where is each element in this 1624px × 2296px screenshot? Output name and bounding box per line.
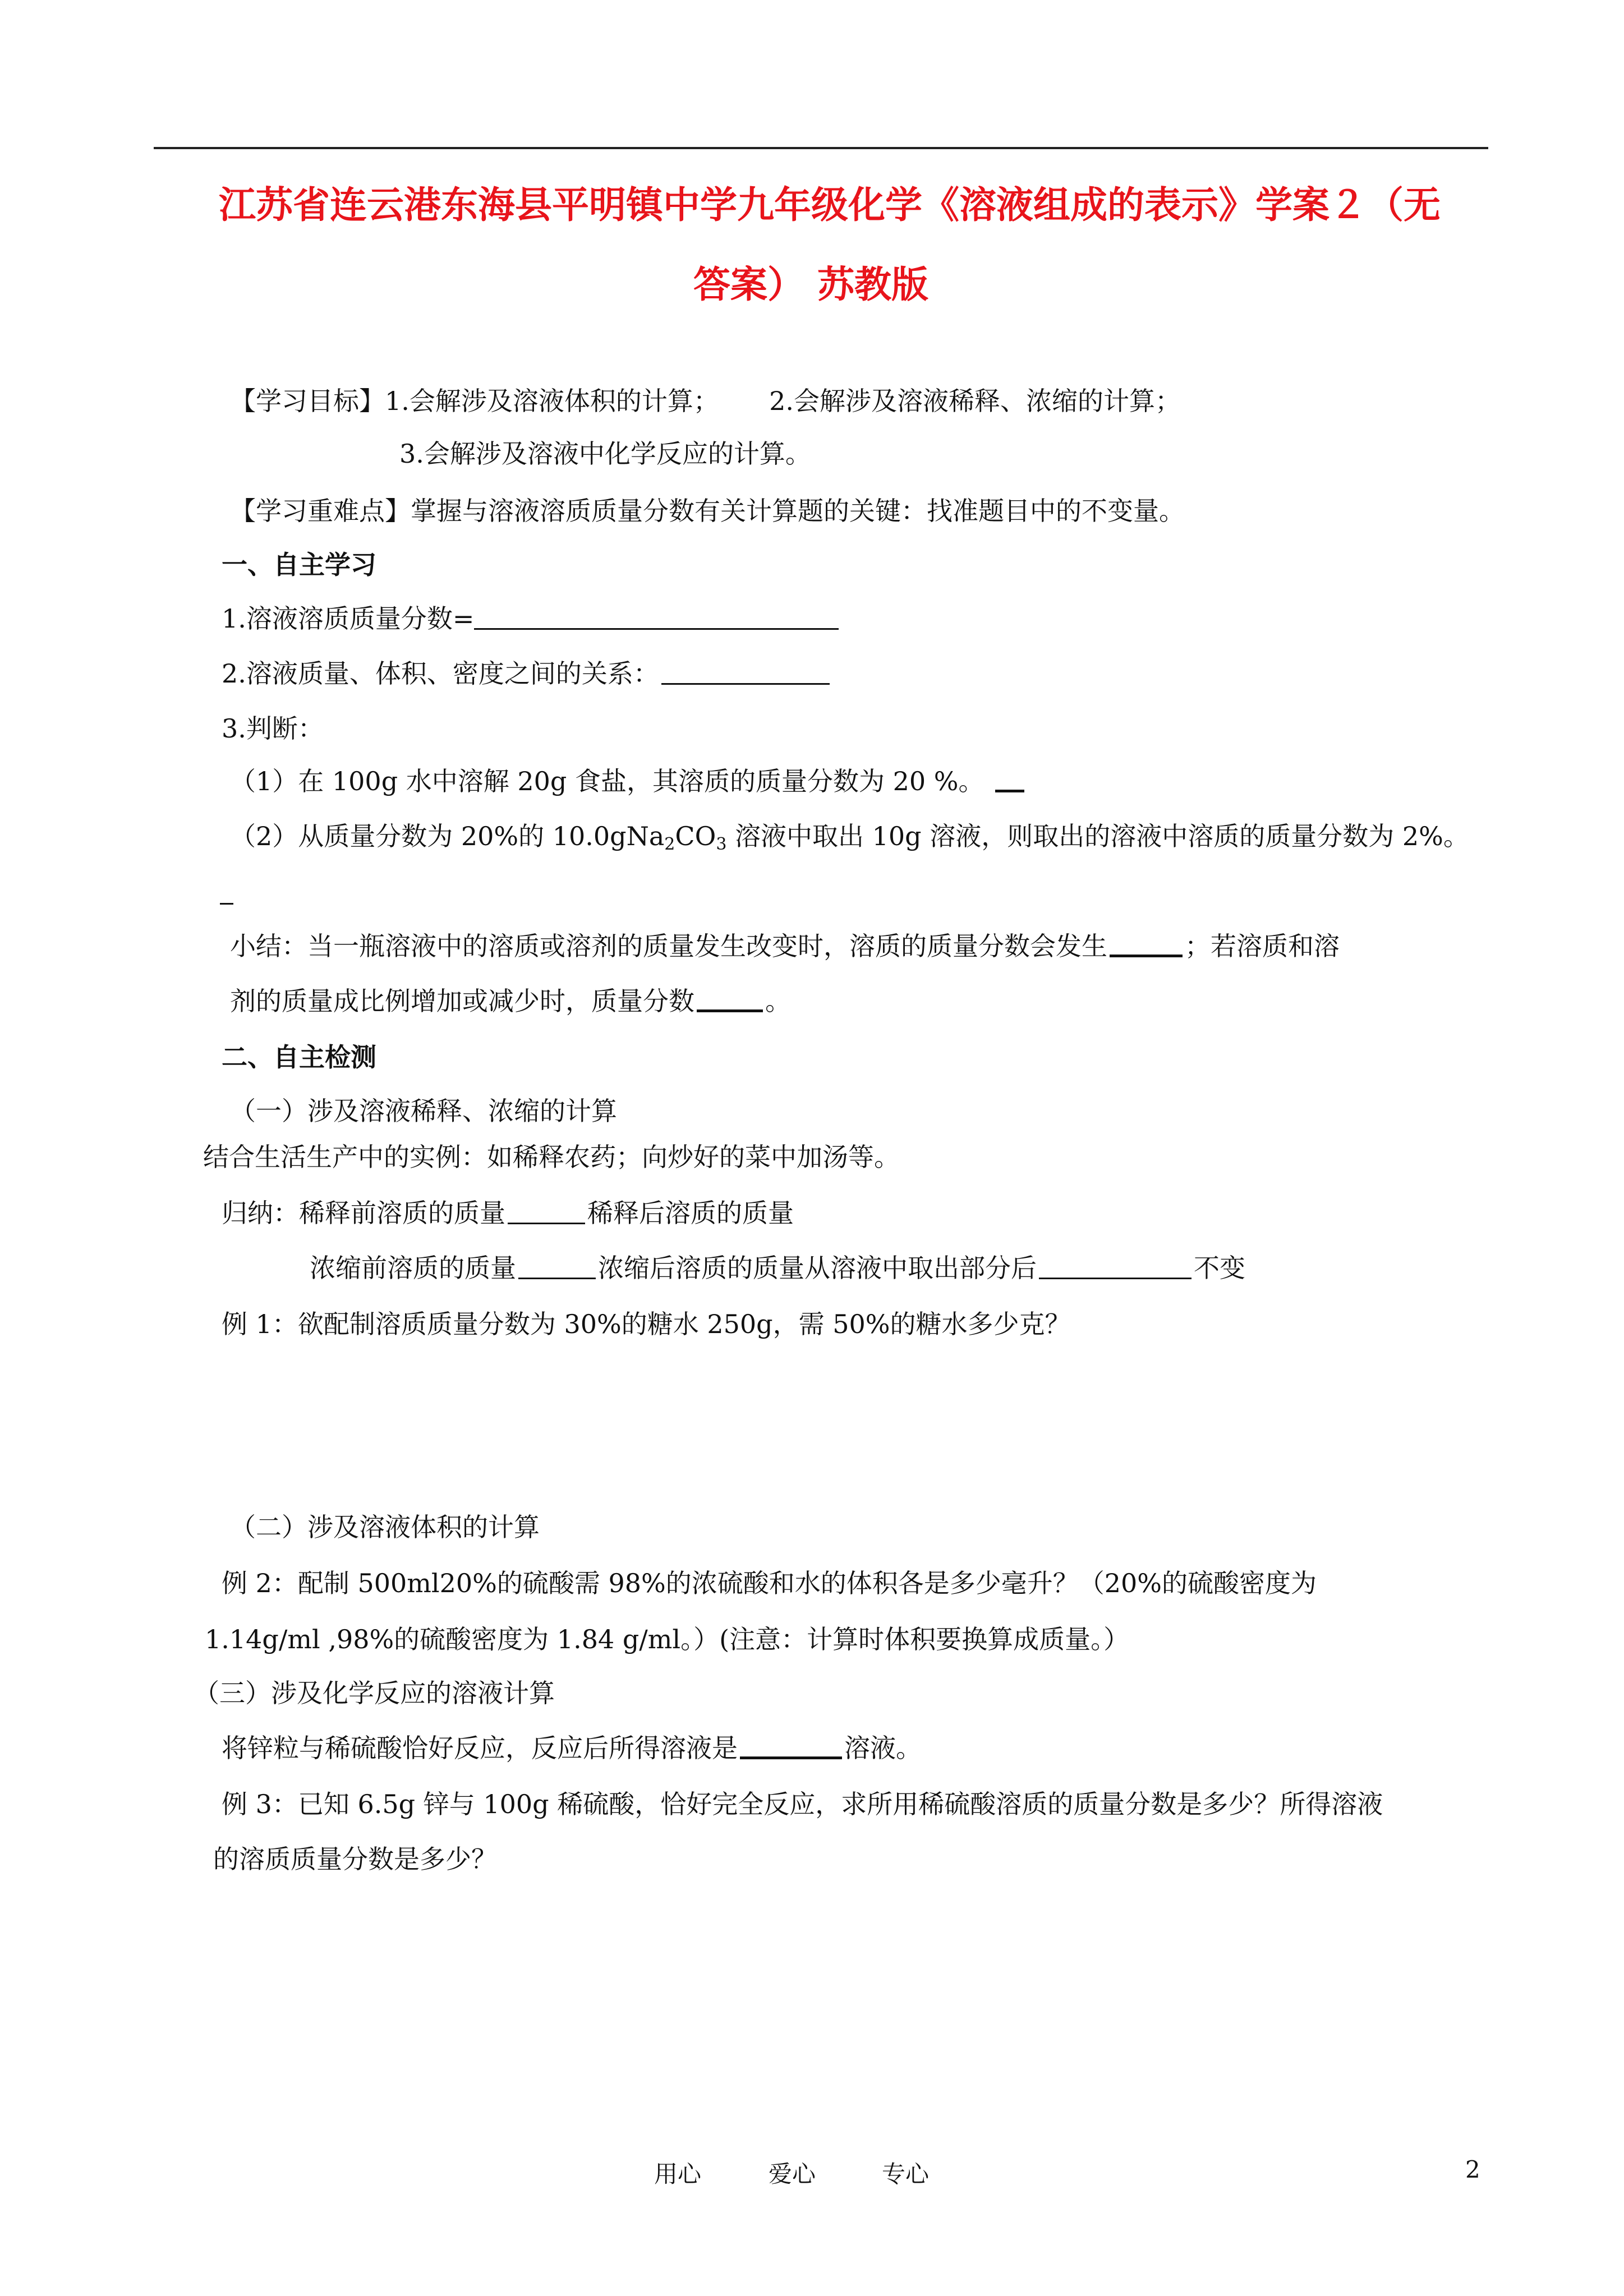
judgment-1-text: （1）在 100g 水中溶解 20g 食盐，其溶质的质量分数为 20 %。 <box>230 766 984 796</box>
objectives-label: 【学习目标】 <box>230 386 385 416</box>
summary-text-b: ；若溶质和溶 <box>1185 931 1340 961</box>
subscript: 2 <box>664 835 675 854</box>
question-1-text: 1.溶液溶质质量分数= <box>222 603 475 634</box>
example-3-line2: 的溶质质量分数是多少？ <box>213 1844 497 1874</box>
example-1: 例 1：欲配制溶质质量分数为 30%的糖水 250g，需 50%的糖水多少克？ <box>222 1309 1071 1339</box>
concentration-text-a: 浓缩前溶质的质量 <box>310 1253 516 1283</box>
summary-text-c: 剂的质量成比例增加或减少时，质量分数 <box>230 986 694 1016</box>
judgment-2-text-c: 溶液中取出 10g 溶液，则取出的溶液中溶质的质量分数为 2%。 <box>726 821 1469 851</box>
judgment-2-text-b: CO <box>675 821 716 851</box>
subscript: 3 <box>716 835 727 854</box>
document-title-line2: 答案） 苏教版 <box>693 262 928 306</box>
examples-line: 结合生活生产中的实例：如稀释农药；向炒好的菜中加汤等。 <box>203 1142 900 1172</box>
subsection-2: （二）涉及溶液体积的计算 <box>230 1512 540 1542</box>
answer-blank[interactable] <box>1110 954 1183 957</box>
zinc-text-a: 将锌粒与稀硫酸恰好反应，反应后所得溶液是 <box>222 1733 738 1763</box>
section2-heading: 二、自主检测 <box>222 1042 376 1072</box>
answer-blank[interactable] <box>474 628 839 630</box>
concentration-line <box>310 1255 1245 1281</box>
judgment-2-text-a: （2）从质量分数为 20%的 10.0gNa <box>230 821 665 851</box>
concentration-text-c: 不变 <box>1194 1253 1245 1283</box>
document-title-line1: 江苏省连云港东海县平明镇中学九年级化学《溶液组成的表示》学案２（无 <box>219 183 1441 227</box>
summary-line1 <box>230 933 1340 959</box>
footer-word-2: 爱心 <box>769 2160 816 2188</box>
summary-text-a: 小结：当一瓶溶液中的溶质或溶剂的质量发生改变时，溶质的质量分数会发生 <box>230 931 1107 961</box>
question-3: 3.判断： <box>222 713 324 744</box>
induction-line <box>222 1200 794 1226</box>
answer-blank[interactable] <box>1039 1277 1191 1279</box>
answer-blank[interactable] <box>697 1009 763 1012</box>
induction-text-a: 归纳：稀释前溶质的质量 <box>222 1198 505 1228</box>
example-2-line1: 例 2：配制 500ml20%的硫酸需 98%的浓硫酸和水的体积各是多少毫升？（20%的硫酸密度为 <box>222 1568 1317 1598</box>
summary-line2 <box>230 988 791 1014</box>
zinc-reaction-line <box>222 1735 922 1761</box>
footer-word-3: 专心 <box>882 2160 930 2188</box>
question-2 <box>222 658 832 689</box>
objective-item-2: 2.会解涉及溶液稀释、浓缩的计算； <box>769 386 1181 416</box>
summary-text-d: 。 <box>765 986 791 1016</box>
header-rule <box>154 147 1488 149</box>
objective-item-1: 1.会解涉及溶液体积的计算； <box>385 386 719 416</box>
answer-blank[interactable] <box>661 683 830 685</box>
example-2-line2: 1.14g/ml ,98%的硫酸密度为 1.84 g/ml。）(注意：计算时体积要换算成质量。） <box>205 1624 1130 1654</box>
subsection-1: （一）涉及溶液稀释、浓缩的计算 <box>230 1096 617 1126</box>
answer-blank[interactable] <box>518 1277 596 1279</box>
objectives-line1 <box>230 388 1181 414</box>
example-3-line1: 例 3：已知 6.5g 锌与 100g 稀硫酸，恰好完全反应，求所用稀硫酸溶质的质量分数是多少？所得溶液 <box>222 1789 1383 1819</box>
key-points-text: 掌握与溶液溶质质量分数有关计算题的关键：找准题目中的不变量。 <box>411 496 1185 526</box>
section1-heading: 一、自主学习 <box>222 550 376 580</box>
induction-text-b: 稀释后溶质的质量 <box>587 1198 794 1228</box>
subsection-3: （三）涉及化学反应的溶液计算 <box>194 1678 555 1708</box>
footer-word-1: 用心 <box>654 2160 702 2188</box>
objective-item-3: 3.会解涉及溶液中化学反应的计算。 <box>399 439 811 469</box>
answer-blank[interactable] <box>740 1756 842 1759</box>
question-2-text: 2.溶液质量、体积、密度之间的关系： <box>222 658 659 689</box>
concentration-text-b: 浓缩后溶质的质量从溶液中取出部分后 <box>598 1253 1037 1283</box>
judgment-1 <box>230 768 1027 794</box>
answer-blank[interactable] <box>995 789 1024 792</box>
zinc-text-b: 溶液。 <box>844 1733 922 1763</box>
question-1 <box>222 603 841 634</box>
key-points-label: 【学习重难点】 <box>230 496 411 526</box>
judgment-2 <box>230 823 1469 853</box>
answer-blank[interactable] <box>220 903 233 905</box>
answer-blank[interactable] <box>508 1222 585 1224</box>
page-number: 2 <box>1465 2156 1480 2183</box>
key-points-line <box>230 498 1185 524</box>
